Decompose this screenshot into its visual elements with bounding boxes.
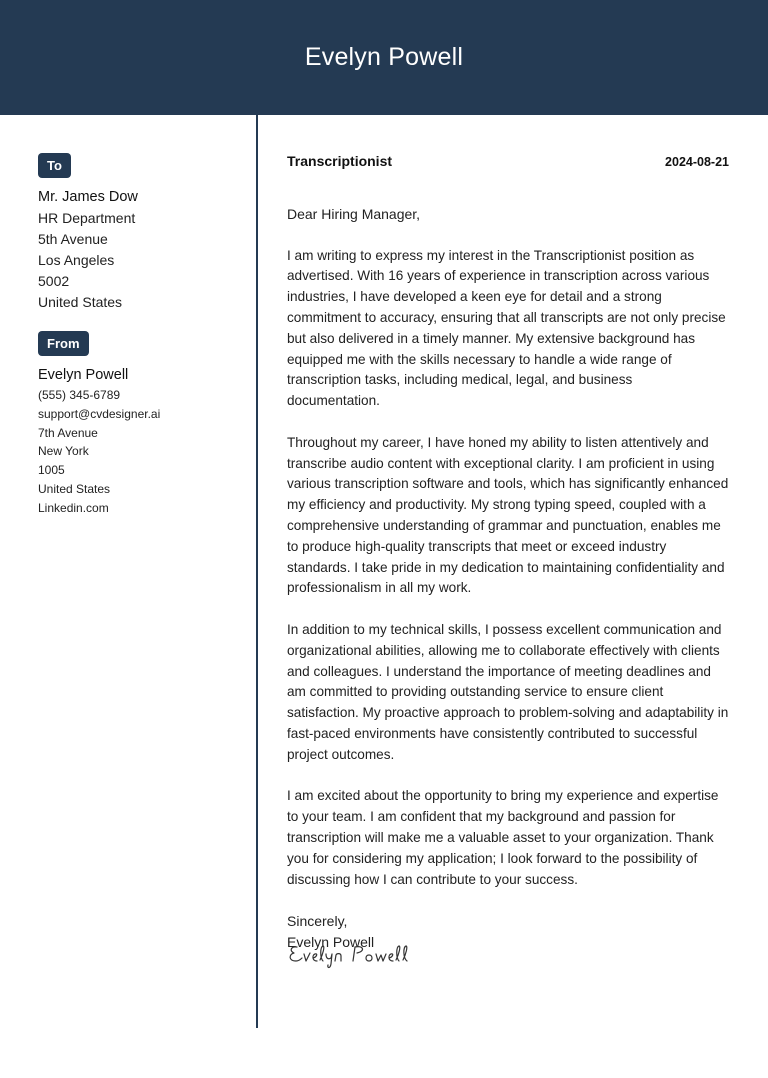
header-banner — [0, 0, 768, 115]
recipient-block — [38, 187, 243, 313]
recipient-country: United States — [38, 294, 123, 310]
letter-body — [287, 153, 729, 953]
closing: Sincerely, — [287, 913, 348, 930]
sender-phone: (555) 345-6789 — [38, 388, 121, 402]
recipient-name: Mr. James Dow — [38, 189, 138, 205]
paragraph-3: In addition to my technical skills, I possess excellent communication and organizational abilities, allowing me to collaborate effectively with clients and colleagues. I understand the importance of meeting deadlines and am committed to providing outstanding service to ensure client satisfaction. My proactive approach to problem-solving and adaptability in fast-paced environments have consistently contributed to successful project outcomes. — [287, 621, 729, 762]
signature-image — [287, 940, 487, 974]
recipient-street: 5th Avenue — [38, 231, 108, 247]
salutation: Dear Hiring Manager, — [287, 206, 421, 222]
sender-city: New York — [38, 444, 89, 459]
closing-name: Evelyn Powell — [287, 933, 375, 950]
recipient-zip: 5002 — [38, 273, 70, 289]
letter-date: 2024-08-21 — [665, 155, 729, 169]
header-name: Evelyn Powell — [304, 43, 464, 71]
sender-block — [38, 365, 243, 518]
sidebar — [38, 153, 243, 518]
recipient-city: Los Angeles — [38, 252, 115, 268]
recipient-department: HR Department — [38, 210, 136, 226]
job-title: Transcriptionist — [287, 153, 393, 169]
paragraph-2: Throughout my career, I have honed my ability to listen attentively and transcribe audio content with exceptional clarity. I am proficient in using various transcription software and tools, which has significantly enhanced my efficiency and productivity. My strong typing speed, coupled with a comprehensive understanding of grammar and punctuation, enables me to produce high-quality transcripts that meet or exceed industry standards. I take pride in my dedication to maintaining confidentiality and professionalism in all my work. — [287, 434, 729, 596]
sender-name: Evelyn Powell — [38, 367, 129, 383]
sender-email: support@cvdesigner.ai — [38, 406, 161, 421]
column-divider — [256, 115, 258, 1028]
letter-topline — [287, 153, 729, 173]
from-badge: From — [38, 331, 89, 356]
paragraph-4: I am excited about the opportunity to bring my experience and expertise to your team. I am confident that my background and passion for transcription will make me a valuable asset to your organization. Thank you for considering my application; I look forward to the possibility of discussing how I can contribute to your success. — [287, 788, 719, 887]
paragraph-1: I am writing to express my interest in the Transcriptionist position as advertised. With 16 years of experience in transcription across various industries, I have developed a keen eye for detail and a strong commitment to accuracy, ensuring that all transcripts are not only precise but also delivered in a timely manner. My extensive background has equipped me with the skills necessary to handle a wide range of transcription tasks, including medical, legal, and business documentation. — [287, 247, 726, 409]
sender-website: Linkedin.com — [38, 500, 109, 515]
to-badge: To — [38, 153, 71, 178]
sender-country: United States — [38, 481, 111, 496]
sender-street: 7th Avenue — [38, 425, 98, 440]
sender-zip: 1005 — [38, 463, 65, 478]
